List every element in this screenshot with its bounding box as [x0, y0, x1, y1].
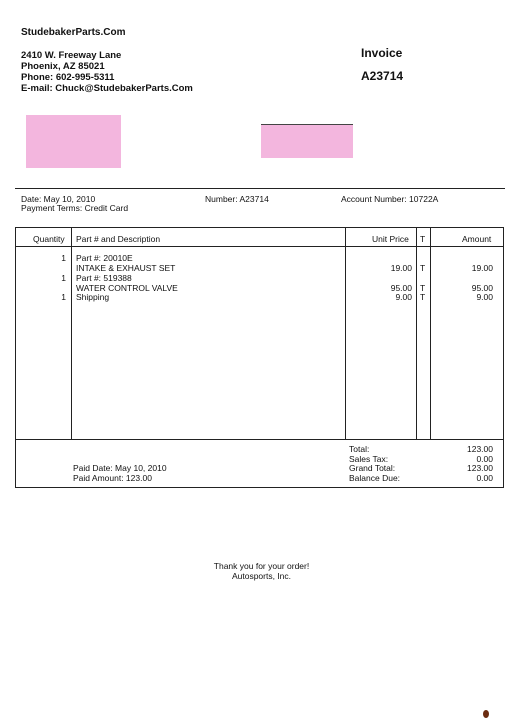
row-tax: T	[420, 283, 426, 293]
balance-due-value: 0.00	[476, 473, 493, 483]
row-unit-price: 9.00	[395, 292, 412, 302]
redaction-block-left	[26, 115, 121, 168]
meta-number: Number: A23714	[205, 194, 269, 204]
address-line-2: Phoenix, AZ 85021	[21, 61, 105, 72]
grand-total-value: 123.00	[467, 463, 493, 473]
row-desc: Part #: 519388	[76, 273, 132, 283]
redaction-block-right	[261, 124, 353, 158]
thank-you-text: Thank you for your order!	[213, 561, 310, 571]
header-amount: Amount	[462, 234, 492, 244]
company-signature: Autosports, Inc.	[231, 571, 292, 581]
header-divider	[15, 188, 505, 189]
header-description: Part # and Description	[76, 234, 161, 244]
items-table	[15, 227, 504, 488]
invoice-number: A23714	[361, 69, 404, 83]
header-unit-price: Unit Price	[372, 234, 409, 244]
row-amount: 95.00	[471, 283, 493, 293]
row-amount: 9.00	[476, 292, 493, 302]
company-email: E-mail: Chuck@StudebakerParts.Com	[21, 83, 193, 94]
row-desc: WATER CONTROL VALVE	[76, 283, 178, 293]
row-qty: 1	[61, 292, 66, 302]
company-name: StudebakerParts.Com	[21, 27, 126, 38]
col-divider-desc	[345, 228, 346, 440]
invoice-date: Date: May 10, 2010	[21, 194, 96, 204]
row-tax: T	[420, 292, 426, 302]
address-line-1: 2410 W. Freeway Lane	[21, 50, 122, 61]
row-qty: 1	[61, 273, 66, 283]
company-phone: Phone: 602-995-5311	[21, 72, 115, 83]
invoice-title: Invoice	[361, 46, 403, 60]
row-qty: 1	[61, 253, 66, 263]
scan-speck	[483, 710, 489, 718]
header-quantity: Quantity	[33, 234, 65, 244]
balance-due-label: Balance Due:	[349, 473, 401, 483]
row-tax: T	[420, 263, 426, 273]
total-label: Total:	[349, 444, 370, 454]
row-desc: Shipping	[76, 292, 110, 302]
payment-terms: Payment Terms: Credit Card	[21, 203, 129, 213]
row-desc: Part #: 20010E	[76, 253, 133, 263]
account-number: Account Number: 10722A	[341, 194, 439, 204]
sales-tax-label: Sales Tax:	[349, 454, 389, 464]
col-divider-tax	[430, 228, 431, 440]
row-unit-price: 19.00	[390, 263, 412, 273]
company-address	[21, 50, 193, 94]
row-amount: 19.00	[471, 263, 493, 273]
total-value: 123.00	[467, 444, 493, 454]
col-divider-unit	[416, 228, 417, 440]
row-unit-price: 95.00	[390, 283, 412, 293]
sales-tax-value: 0.00	[476, 454, 493, 464]
paid-date: Paid Date: May 10, 2010	[73, 463, 167, 473]
footer	[0, 561, 523, 581]
header-tax: T	[420, 234, 426, 244]
row-desc: INTAKE & EXHAUST SET	[76, 263, 176, 273]
grand-total-label: Grand Total:	[349, 463, 396, 473]
col-divider-qty	[71, 228, 72, 440]
paid-amount: Paid Amount: 123.00	[73, 473, 152, 483]
